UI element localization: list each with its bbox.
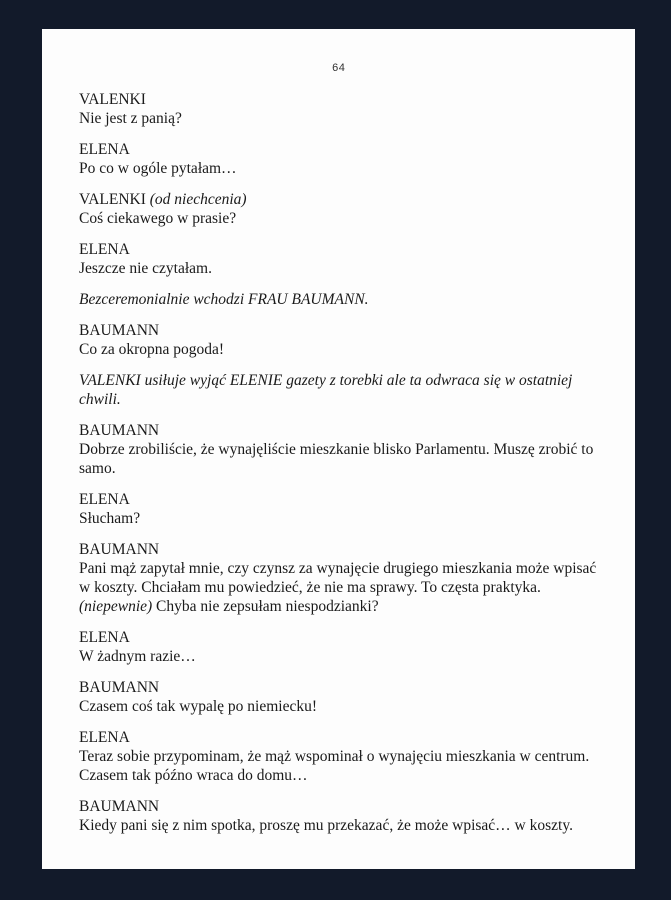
script-page xyxy=(42,29,635,869)
dialogue-block xyxy=(79,797,597,835)
stage-direction-block xyxy=(79,371,597,409)
dialogue-line: Po co w ogóle pytałam… xyxy=(79,160,237,177)
stage-direction: VALENKI usiłuje wyjąć ELENIE gazety z torebki ale ta odwraca się w ostatniej chwili. xyxy=(79,372,573,408)
speaker-name: BAUMANN xyxy=(79,679,160,696)
dialogue-line: Nie jest z panią? xyxy=(79,110,182,127)
dialogue-block xyxy=(79,490,597,528)
dialogue-block xyxy=(79,240,597,278)
dialogue-block xyxy=(79,728,597,785)
speaker-name xyxy=(79,190,597,209)
script-content xyxy=(79,90,597,847)
speaker-name: BAUMANN xyxy=(79,798,160,815)
speaker-name: ELENA xyxy=(79,629,130,646)
dialogue-line: Jeszcze nie czytałam. xyxy=(79,260,212,277)
speaker-name: ELENA xyxy=(79,141,130,158)
page-number: 64 xyxy=(331,63,346,75)
dialogue-line: Słucham? xyxy=(79,510,141,527)
dialogue-line xyxy=(79,559,597,616)
dialogue-line: Dobrze zrobiliście, że wynajęliście mieszkanie blisko Parlamentu. Muszę zrobić to samo. xyxy=(79,441,594,477)
stage-direction-block xyxy=(79,290,597,309)
dialogue-block xyxy=(79,678,597,716)
speaker-name: BAUMANN xyxy=(79,422,160,439)
speaker-label: VALENKI xyxy=(79,191,146,208)
dialogue-line: Kiedy pani się z nim spotka, proszę mu przekazać, że może wpisać… w koszty. xyxy=(79,817,573,834)
dialogue-block xyxy=(79,321,597,359)
dialogue-line: W żadnym razie… xyxy=(79,648,196,665)
dialogue-block xyxy=(79,140,597,178)
parenthetical: (od niechcenia) xyxy=(149,191,247,208)
dialogue-line: Czasem coś tak wypalę po niemiecku! xyxy=(79,698,318,715)
dialogue-block xyxy=(79,628,597,666)
dialogue-line: Co za okropna pogoda! xyxy=(79,341,225,358)
parenthetical: (niepewnie) xyxy=(79,598,153,615)
speaker-name: ELENA xyxy=(79,729,130,746)
speaker-name: BAUMANN xyxy=(79,541,160,558)
dialogue-text: Chyba nie zepsułam niespodzianki? xyxy=(156,598,379,615)
speaker-name: ELENA xyxy=(79,491,130,508)
dialogue-line: Coś ciekawego w prasie? xyxy=(79,210,237,227)
stage-direction: Bezceremonialnie wchodzi FRAU BAUMANN. xyxy=(79,291,369,308)
dialogue-block xyxy=(79,421,597,478)
speaker-name: BAUMANN xyxy=(79,322,160,339)
dialogue-block xyxy=(79,540,597,616)
speaker-name: ELENA xyxy=(79,241,130,258)
dialogue-block xyxy=(79,90,597,128)
speaker-name: VALENKI xyxy=(79,91,146,108)
dialogue-text: Pani mąż zapytał mnie, czy czynsz za wynajęcie drugiego mieszkania może wpisać w koszty. Chciałam mu powiedzieć, że nie ma sprawy. To częsta praktyka. xyxy=(79,560,597,596)
dialogue-block xyxy=(79,190,597,228)
dialogue-line: Teraz sobie przypominam, że mąż wspominał o wynajęciu mieszkania w centrum. Czasem tak późno wraca do domu… xyxy=(79,748,590,784)
